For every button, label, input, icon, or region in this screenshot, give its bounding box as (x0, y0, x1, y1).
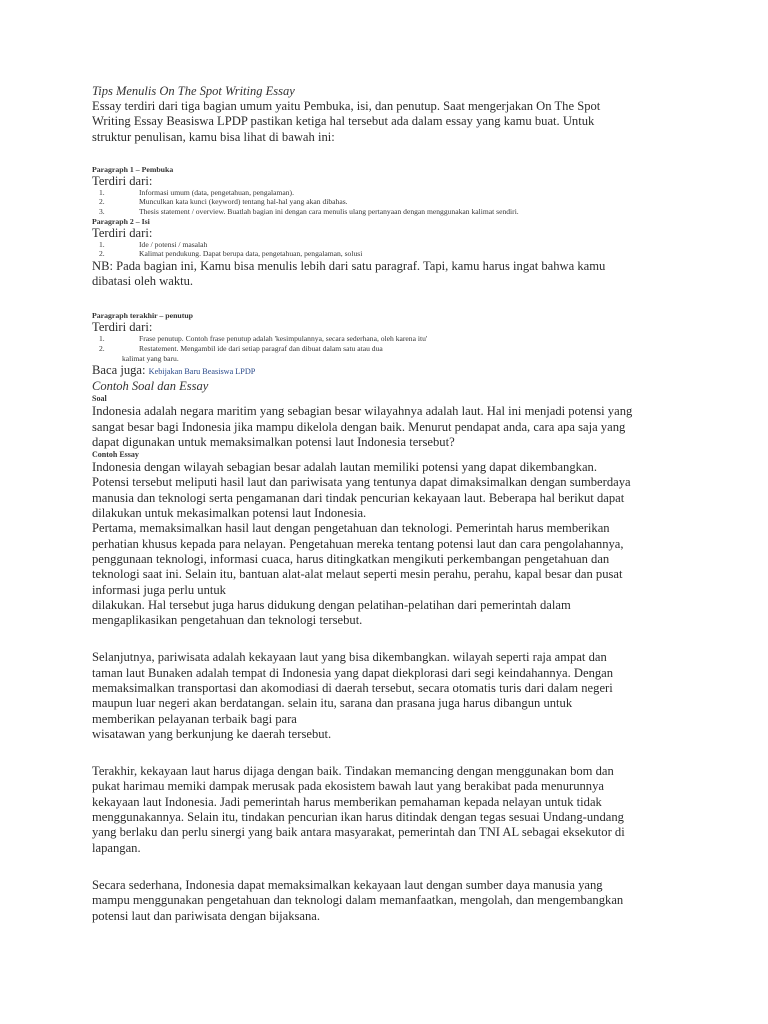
paragraph2-list (92, 240, 682, 259)
paragraph3-heading: Paragraph terakhir – penutup (92, 311, 194, 321)
contoh-essay-label: Contoh Essay (92, 450, 139, 460)
text-line: dapat digunakan untuk memaksimalkan potensi laut Indonesia tersebut? (92, 434, 455, 449)
text-line: Writing Essay Beasiswa LPDP pastikan ketiga hal tersebut ada dalam essay yang kamu buat. Untuk (92, 114, 595, 129)
text-line: dilakukan. Hal tersebut juga harus didukung dengan pelatihan-pelatihan dari pemerintah dalam (92, 597, 571, 612)
text-line: mengaplikasikan pengetahuan dan teknologi tersebut. (92, 613, 363, 628)
text-line: informasi juga perlu untuk (92, 582, 226, 597)
text-line: Selanjutnya, pariwisata adalah kekayaan laut yang bisa dikembangkan. wilayah seperti raja ampat dan (92, 650, 607, 665)
text-line: penggunaan teknologi, informasi cuaca, harus ditingkatkan mengikuti perkembangan pengetahuan dan (92, 551, 610, 566)
text-line: yang berlaku dan perlu sinergi yang baik antara masyarakat, pemerintah dan TNI AL sebagai eksekutor di (92, 825, 625, 840)
text-line: dibatasi oleh waktu. (92, 274, 194, 289)
text-line: taman laut Bunaken adalah tempat di Indonesia yang dapat diekplorasi dari segi keindahannya. Dengan (92, 665, 614, 680)
text-line: kekayaan laut Indonesia. Jadi pemerintah harus memberikan pemahaman kepada nelayan untuk tidak (92, 794, 602, 809)
paragraph1-terdiri: Terdiri dari: (92, 173, 153, 188)
text-line: Pertama, memaksimalkan hasil laut dengan pengetahuan dan teknologi. Pemerintah harus memberikan (92, 521, 610, 536)
soal-text (92, 404, 682, 450)
text-line: mampu menggunakan pengetahuan dan teknologi dalam memanfaatkan, mengolah, dan mengembangkan (92, 893, 624, 908)
paragraph1-heading: Paragraph 1 – Pembuka (92, 164, 174, 174)
list-item: 3. Thesis statement / overview. Buatlah bagian ini dengan cara menulis ulang pertanyaan dengan menggunakan kalimat sendiri. (99, 207, 519, 217)
text-line: menggunakannya. Selain itu, tindakan pencurian ikan harus ditindak dengan tegas sesuai Undang-undang (92, 810, 624, 825)
paragraph2-heading: Paragraph 2 – Isi (92, 216, 150, 226)
nb-note (92, 259, 682, 290)
text-line: wisatawan yang berkunjung ke daerah tersebut. (92, 726, 332, 741)
contoh-title: Contoh Soal dan Essay (92, 379, 209, 394)
essay-paragraph-2 (92, 650, 682, 742)
paragraph3-terdiri: Terdiri dari: (92, 320, 153, 335)
text-line: Potensi tersebut meliputi hasil laut dan pariwisata yang tentunya dapat dimaksimalkan dengan sumberdaya (92, 475, 631, 490)
text-line: potensi laut dan pariwisata dengan bijaksana. (92, 908, 321, 923)
text-line: memaksimalkan transportasi dan akomodiasi di daerah tersebut, secara otomatis turis dari dalam negeri (92, 680, 613, 695)
essay-paragraph-4 (92, 878, 682, 924)
soal-label: Soal (92, 394, 107, 404)
text-line: Indonesia adalah negara maritim yang sebagian besar wilayahnya adalah laut. Hal ini menjadi potensi yang (92, 404, 633, 419)
paragraph3-list (92, 334, 682, 353)
text-line: struktur penulisan, kamu bisa lihat di bawah ini: (92, 129, 335, 144)
text-line: teknologi saat ini. Selain itu, bantuan alat-alat melaut seperti mesin perahu, perahu, kapal besar dan pusat (92, 567, 623, 582)
list-continuation: kalimat yang baru. (122, 353, 179, 363)
document-page (92, 84, 682, 924)
text-line: lapangan. (92, 840, 141, 855)
text-line: Essay terdiri dari tiga bagian umum yaitu Pembuka, isi, dan penutup. Saat mengerjakan On The Spot (92, 99, 601, 113)
list-item: 2. Munculkan kata kunci (keyword) tentang hal-hal yang akan dibahas. (99, 197, 348, 207)
list-item: 1. Frase penutup. Contoh frase penutup adalah 'kesimpulannya, secara sederhana, oleh karena itu' (99, 334, 428, 344)
text-line: memberikan pelayanan terbaik bagi para (92, 711, 297, 726)
paragraph1-list (92, 188, 682, 217)
text-line: NB: Pada bagian ini, Kamu bisa menulis lebih dari satu paragraf. Tapi, kamu harus ingat bahwa kamu (92, 258, 606, 273)
text-line: pukat harimau memiki dampak merusak pada ekosistem bawah laut yang berakibat pada menurunnya (92, 779, 604, 794)
list-item: 1. Informasi umum (data, pengetahuan, pengalaman). (99, 187, 294, 197)
essay-paragraph-1 (92, 460, 682, 628)
paragraph2-terdiri: Terdiri dari: (92, 225, 153, 240)
list-item: 2. Kalimat pendukung. Dapat berupa data, pengetahuan, pengalaman, solusi (99, 249, 363, 259)
doc-title: Tips Menulis On The Spot Writing Essay (92, 84, 295, 98)
list-item: 1. Ide / potensi / masalah (99, 239, 208, 249)
intro-paragraph (92, 99, 682, 145)
text-line: sangat besar bagi Indonesia jika mampu dikelola dengan baik. Menurut pendapat anda, cara apa saja yang (92, 419, 626, 434)
essay-paragraph-3 (92, 764, 682, 856)
text-line: manusia dan teknologi serta pengamanan dari tindak pencurian kekayaan laut. Beberapa hal berikut dapat (92, 490, 625, 505)
related-article-link[interactable]: Kebijakan Baru Beasiswa LPDP (148, 367, 256, 377)
text-line: dilakukan untuk mekasimalkan potensi laut Indonesia. (92, 506, 367, 521)
text-line: maupun luar negeri akan berdatangan. selain itu, sarana dan prasana juga harus dibangun untuk (92, 696, 573, 711)
text-line: Indonesia dengan wilayah sebagian besar adalah lautan memiliki potensi yang dapat dikembangkan. (92, 460, 597, 475)
baca-label: Baca juga: (92, 363, 149, 378)
baca-juga (92, 363, 682, 379)
list-item: 2. Restatement. Mengambil ide dari setiap paragraf dan dibuat dalam satu atau dua (99, 344, 383, 354)
text-line: Terakhir, kekayaan laut harus dijaga dengan baik. Tindakan memancing dengan menggunakan bom dan (92, 764, 614, 779)
text-line: Secara sederhana, Indonesia dapat memaksimalkan kekayaan laut dengan sumber daya manusia yang (92, 877, 603, 892)
text-line: perhatian khusus kepada para nelayan. Pengetahuan mereka tentang potensi laut dan cara pengolahannya, (92, 536, 624, 551)
